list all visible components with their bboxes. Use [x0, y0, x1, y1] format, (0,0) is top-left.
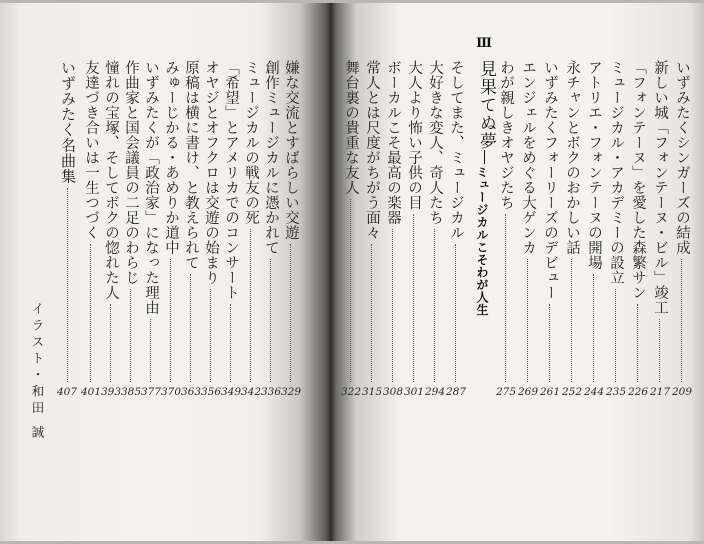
- toc-entry-title: アトリエ・フォンテーヌの開場: [586, 60, 602, 270]
- toc-page-number: 370: [160, 386, 182, 398]
- toc-entry-title: エンジェルをめぐる大ゲンカ: [520, 60, 536, 255]
- toc-entry: [341, 60, 361, 450]
- chapter-dash: [484, 150, 485, 164]
- toc-leader-dots: [571, 259, 572, 382]
- toc-leader-dots: [593, 274, 594, 382]
- toc-page-number: 356: [200, 386, 222, 398]
- toc-page-number: 308: [382, 386, 404, 398]
- toc-leader-dots: [637, 304, 638, 382]
- toc-entry: [650, 60, 670, 450]
- toc-entry: [628, 60, 648, 450]
- toc-leader-dots: [434, 229, 435, 382]
- toc-leader-dots: [190, 274, 191, 382]
- toc-leader-dots: [413, 214, 414, 382]
- toc-leader-dots: [549, 304, 550, 382]
- toc-leader-dots: [659, 319, 660, 382]
- toc-entry-title: 嫌な交流とすばらしい交遊: [283, 60, 299, 240]
- toc-entry-title: いずみたくが「政治家」になった理由: [143, 60, 159, 315]
- toc-entry-title: 「フォンテーヌ」を愛した森繁サン: [630, 60, 646, 300]
- toc-entry: [81, 60, 101, 450]
- toc-leader-dots: [290, 244, 291, 382]
- toc-page-number: 261: [539, 386, 561, 398]
- toc-entry-title: 大人より怖い子供の目: [406, 60, 422, 210]
- toc-page-number: 275: [495, 386, 517, 398]
- toc-leader-dots: [170, 259, 171, 382]
- toc-leader-dots: [230, 304, 231, 382]
- toc-entry-title: 常人とは尺度がちがう面々: [364, 60, 380, 240]
- toc-entry: [518, 60, 538, 450]
- toc-leader-dots: [455, 244, 456, 382]
- toc-entry: [383, 60, 403, 450]
- toc-entry-title: オヤジとオフクロは交遊の始まり: [203, 60, 219, 285]
- toc-page-number: 252: [561, 386, 583, 398]
- toc-page-number: 217: [649, 386, 671, 398]
- toc-entry-title: 憧れの宝塚、そしてボクの惚れた人: [103, 60, 119, 300]
- toc-entry: [562, 60, 582, 450]
- toc-leader-dots: [270, 259, 271, 382]
- toc-leader-dots: [615, 289, 616, 382]
- toc-page-number: 226: [627, 386, 649, 398]
- toc-page-number: 301: [403, 386, 425, 398]
- toc-page-number: 349: [220, 386, 242, 398]
- toc-entry-title: わが親しきオヤジたち: [498, 60, 514, 210]
- toc-leader-dots: [130, 289, 131, 382]
- toc-entry-title: 舞台裏の貴重な友人: [343, 60, 359, 195]
- toc-entry-title: いずみたくフォーリーズのデビュー: [542, 60, 558, 300]
- toc-entry: [425, 60, 445, 450]
- toc-entry-title: 友達づき合いは一生つづく: [83, 60, 99, 240]
- toc-entry-title: 作曲家と国会議員の二足のわらじ: [123, 60, 139, 285]
- toc-page-number: 336: [260, 386, 282, 398]
- toc-entry: [540, 60, 560, 450]
- toc-page-number: 287: [445, 386, 467, 398]
- toc-entry-title: ボーカルこそ最高の楽器: [385, 60, 401, 225]
- toc-entry: [672, 60, 692, 450]
- toc-entry-title: そしてまた、ミュージカル: [448, 60, 464, 240]
- toc-page-number: 269: [517, 386, 539, 398]
- toc-entry-title: 「希望」とアメリカでのコンサート: [223, 60, 239, 300]
- illustration-credit: イラスト・和田 誠: [30, 302, 45, 442]
- toc-leader-dots: [527, 259, 528, 382]
- toc-entry: [446, 60, 466, 450]
- toc-leader-dots: [110, 304, 111, 382]
- toc-entry-title: 原稿は横に書け、と教えられて: [183, 60, 199, 270]
- toc-page-number: 322: [340, 386, 362, 398]
- toc-entry-title: ミュージカル・アカデミーの設立: [608, 60, 624, 285]
- toc-entry-title: みゅーじかる・あめりか道中: [163, 60, 179, 255]
- toc-entry: [584, 60, 604, 450]
- appendix-page-number: 407: [56, 386, 78, 398]
- page-edge-top: [0, 0, 704, 3]
- toc-page-number: 209: [671, 386, 693, 398]
- toc-page-number: 401: [80, 386, 102, 398]
- toc-leader-dots: [90, 244, 91, 382]
- toc-page-number: 294: [424, 386, 446, 398]
- toc-leader-dots: [392, 229, 393, 382]
- toc-entry-title: いずみたくシンガーズの結成: [674, 60, 690, 255]
- appendix-leader-dots: [67, 188, 68, 382]
- toc-leader-dots: [505, 214, 506, 382]
- toc-entry: [496, 60, 516, 450]
- toc-entry: [404, 60, 424, 450]
- toc-entry-title: ミュージカルの戦友の死: [243, 60, 259, 225]
- chapter-title: 見果てぬ夢: [476, 60, 496, 150]
- toc-entry-title: 大好きな変人、奇人たち: [427, 60, 443, 225]
- toc-leader-dots: [371, 244, 372, 382]
- toc-leader-dots: [210, 289, 211, 382]
- toc-page-number: 377: [140, 386, 162, 398]
- toc-entry: [362, 60, 382, 450]
- chapter-number: Ⅲ: [476, 36, 492, 51]
- toc-leader-dots: [350, 199, 351, 382]
- toc-entry-title: 永チャンとボクのおかしい話: [564, 60, 580, 255]
- toc-page-number: 315: [361, 386, 383, 398]
- toc-entry-title: 創作ミュージカルに憑かれて: [263, 60, 279, 255]
- toc-page-number: 393: [100, 386, 122, 398]
- toc-page-number: 385: [120, 386, 142, 398]
- toc-leader-dots: [150, 319, 151, 382]
- toc-page-number: 244: [583, 386, 605, 398]
- toc-leader-dots: [250, 229, 251, 382]
- toc-leader-dots: [681, 259, 682, 382]
- toc-page-number: 329: [280, 386, 302, 398]
- toc-entry: [606, 60, 626, 450]
- toc-page-number: 235: [605, 386, 627, 398]
- toc-page-number: 342: [240, 386, 262, 398]
- appendix-title: いずみたく名曲集: [59, 60, 77, 184]
- toc-entry-title: 新しい城「フォンテーヌ・ビル」竣工: [652, 60, 668, 315]
- toc-page-number: 363: [180, 386, 202, 398]
- chapter-subtitle: ミュージカルこそわが人生: [475, 166, 489, 316]
